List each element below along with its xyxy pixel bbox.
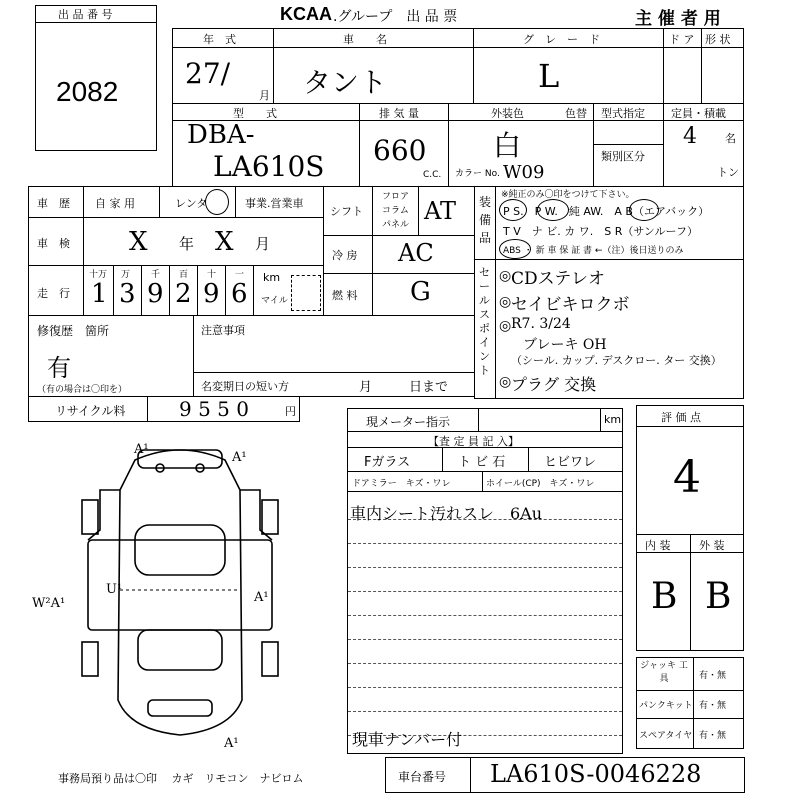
history-inspection-mileage	[28, 186, 324, 316]
sales-points-box: セールスポイント CDステレオ セイビキロクボ R7. 3/24 ブレーキ OH （シール. カップ. デスクロー. ター 交換） プラグ 交換 ◎ ◎ ◎ ◎	[474, 259, 744, 399]
diagram-mark-left-side: W²A¹	[32, 596, 66, 611]
accessory-spare-label: スペアタイヤ	[639, 731, 693, 741]
category-label: 類別区分	[601, 150, 645, 163]
sales-points-label: セールスポイント	[479, 266, 490, 377]
accessories-box	[636, 657, 744, 749]
shift-floor: フロア	[382, 192, 410, 202]
equipment-note: ※純正のみ〇印をつけて下さい。	[501, 190, 635, 200]
capacity-unit: 名	[725, 132, 736, 145]
equipment-line-2: T V ナ ビ. カ ワ. S R（サンルーフ）	[503, 225, 698, 238]
meter-unit: km	[604, 413, 622, 426]
mileage-digit-1: 3	[119, 279, 136, 309]
car-name-label: 車 名	[343, 33, 387, 46]
sales-point-2: セイビキロクボ	[511, 295, 630, 315]
shift-label: シフト	[330, 205, 363, 218]
accessory-puncture-value: 有・無	[699, 701, 727, 711]
fuel-label: 燃 料	[332, 289, 358, 302]
inspector-remark-1: 車内シート汚れスレ 6Au	[350, 504, 543, 523]
exterior-value: B	[705, 576, 732, 617]
inspection-month-value: X	[215, 227, 234, 257]
diagram-mark-rear: A¹	[224, 736, 239, 751]
mileage-digit-4: 9	[203, 279, 220, 309]
sales-point-5: （シール. カップ. デスクロー. ター 交換）	[511, 354, 722, 367]
fuel-value: G	[410, 277, 431, 307]
grade-label: グ レ ー ド	[523, 33, 600, 46]
year-value: 27/	[185, 57, 231, 90]
row-model-displacement-color	[172, 103, 744, 187]
diagram-mark-center: U¹	[106, 582, 123, 597]
lot-label: 出 品 番 号	[58, 8, 113, 21]
mileage-digit-2: 9	[147, 279, 164, 309]
equipment-label: 装備品	[479, 195, 492, 245]
sponsor-label: 主 催 者 用	[635, 9, 721, 29]
mileage-unit-0: 十万	[89, 270, 108, 280]
inspection-year-unit: 年	[179, 235, 195, 253]
accessory-puncture-label: パンクキット	[639, 701, 693, 711]
sales-point-6: プラグ 交換	[511, 375, 597, 394]
color-no-value: W09	[503, 162, 545, 183]
inspector-col-1: Fガラス	[364, 455, 411, 470]
accessory-spare-value: 有・無	[699, 731, 727, 741]
office-note: 事務局預り品は〇印 カギ リモコン ナビロム	[58, 772, 304, 785]
diagram-mark-front-left: A¹	[134, 442, 149, 457]
chassis-label: 車台番号	[398, 770, 447, 784]
mileage-digit-0: 1	[91, 279, 108, 309]
chassis-value: LA610S-0046228	[490, 760, 702, 788]
history-business: 事業.営業車	[245, 197, 304, 210]
ac-value: AC	[398, 239, 434, 267]
interior-value: B	[651, 576, 678, 617]
type-spec-label: 型式指定	[601, 107, 645, 120]
accessory-jack-value: 有・無	[699, 671, 727, 681]
equipment-line-1: P S. P W. 純 AW. A B（エアバック）	[503, 205, 710, 218]
repair-label: 修復歴 箇所	[37, 324, 110, 338]
ac-label: 冷 房	[332, 249, 358, 262]
capacity-value: 4	[683, 124, 697, 149]
equipment-line-3: ABS ・ 新 車 保 証 書 ←（注）後日送りのみ	[503, 246, 684, 256]
name-change-day: 日まで	[409, 380, 449, 395]
inspector-sub-2: ホイール(CP) キズ・ワレ	[486, 479, 595, 489]
sales-point-4: ブレーキ OH	[523, 337, 607, 353]
grade-label: 評 価 点	[661, 411, 701, 424]
interior-label: 内 装	[645, 539, 671, 552]
accessory-jack-label: ジャッキ 工 具	[640, 661, 697, 684]
name-change-month: 月	[359, 380, 373, 395]
shift-column: コラム	[382, 206, 409, 216]
inspection-year-value: X	[129, 227, 148, 257]
recycle-label: リサイクル料	[55, 404, 126, 418]
year-month-unit: 月	[259, 89, 270, 102]
grade-value: L	[538, 57, 560, 95]
model-value-1: DBA-	[187, 120, 255, 150]
doors-label: ド ア	[669, 33, 695, 46]
mileage-digit-5: 6	[231, 279, 248, 309]
displacement-value: 660	[373, 134, 427, 167]
inspector-box	[347, 408, 623, 754]
recycle-value: 9 5 5 0	[179, 397, 249, 421]
row-year-car-grade	[172, 28, 744, 104]
mileage-unit-2: 千	[151, 270, 161, 280]
grade-box	[636, 405, 744, 651]
diagram-mark-front-right: A¹	[232, 450, 247, 465]
mileage-unit-3: 百	[179, 270, 189, 280]
capacity-label: 定員・積載	[671, 107, 726, 120]
recycle-box	[28, 396, 300, 422]
color-change-label: 色替	[565, 107, 587, 120]
lot-number-box	[35, 5, 157, 151]
mileage-digit-3: 2	[175, 279, 192, 309]
year-label: 年 式	[203, 33, 236, 46]
history-private: 自 家 用	[95, 197, 135, 210]
mileage-mile: マイル	[261, 296, 288, 306]
shift-panel: パネル	[382, 220, 410, 230]
history-rental-circle	[205, 189, 229, 215]
mileage-unit-1: 万	[121, 270, 131, 280]
color-value: 白	[493, 129, 522, 162]
model-label: 型 式	[233, 107, 277, 120]
equipment-box	[474, 186, 744, 260]
notes-label: 注意事項	[201, 324, 245, 337]
repair-notes-box	[28, 315, 475, 397]
shape-label: 形 状	[705, 33, 731, 46]
inspection-label: 車 検	[37, 237, 70, 250]
model-value-2: LA610S	[213, 150, 325, 183]
color-no-label: カラー No.	[455, 169, 500, 179]
inspector-col-3: ヒビワレ	[544, 455, 597, 470]
mileage-km: km	[263, 271, 281, 284]
repair-note: （有の場合は〇印を）	[37, 385, 128, 395]
sales-point-3: R7. 3/24	[511, 316, 571, 332]
recycle-unit: 円	[285, 405, 296, 418]
org-logo: KCAA	[280, 4, 332, 24]
inspector-title: 【査 定 員 記 入】	[428, 435, 519, 448]
grade-value: 4	[673, 452, 701, 503]
history-label: 車 歴	[37, 197, 70, 210]
displacement-label: 排 気 量	[379, 107, 419, 120]
color-label: 外装色	[491, 107, 524, 120]
chassis-box	[385, 757, 745, 793]
lot-number: 2082	[56, 76, 119, 107]
shift-value: AT	[424, 197, 457, 225]
displacement-unit: C.C.	[423, 170, 442, 180]
mileage-label: 走 行	[37, 287, 70, 300]
mileage-unit-5: 一	[235, 270, 245, 280]
repair-value: 有	[47, 354, 71, 382]
ton-unit: トン	[717, 166, 739, 179]
sheet-title: .グループ 出 品 票	[333, 9, 458, 25]
shift-ac-fuel	[323, 186, 475, 316]
inspection-month-unit: 月	[255, 235, 271, 253]
inspector-sub-1: ドアミラー キズ・ワレ	[352, 479, 451, 489]
sales-point-1: CDステレオ	[511, 269, 605, 289]
diagram-mark-right-side: A¹	[254, 590, 269, 605]
mileage-unit-4: 十	[207, 270, 217, 280]
name-change-label: 名変期日の短い方	[201, 380, 289, 393]
exterior-label: 外 装	[699, 539, 725, 552]
inspector-col-2: ト ビ 石	[458, 455, 506, 470]
history-rental: レンタ	[175, 197, 208, 210]
car-name-value: タント	[303, 66, 388, 99]
meter-label: 現メーター指示	[366, 415, 451, 429]
inspector-remark-2: 現車ナンバー付	[352, 730, 463, 749]
